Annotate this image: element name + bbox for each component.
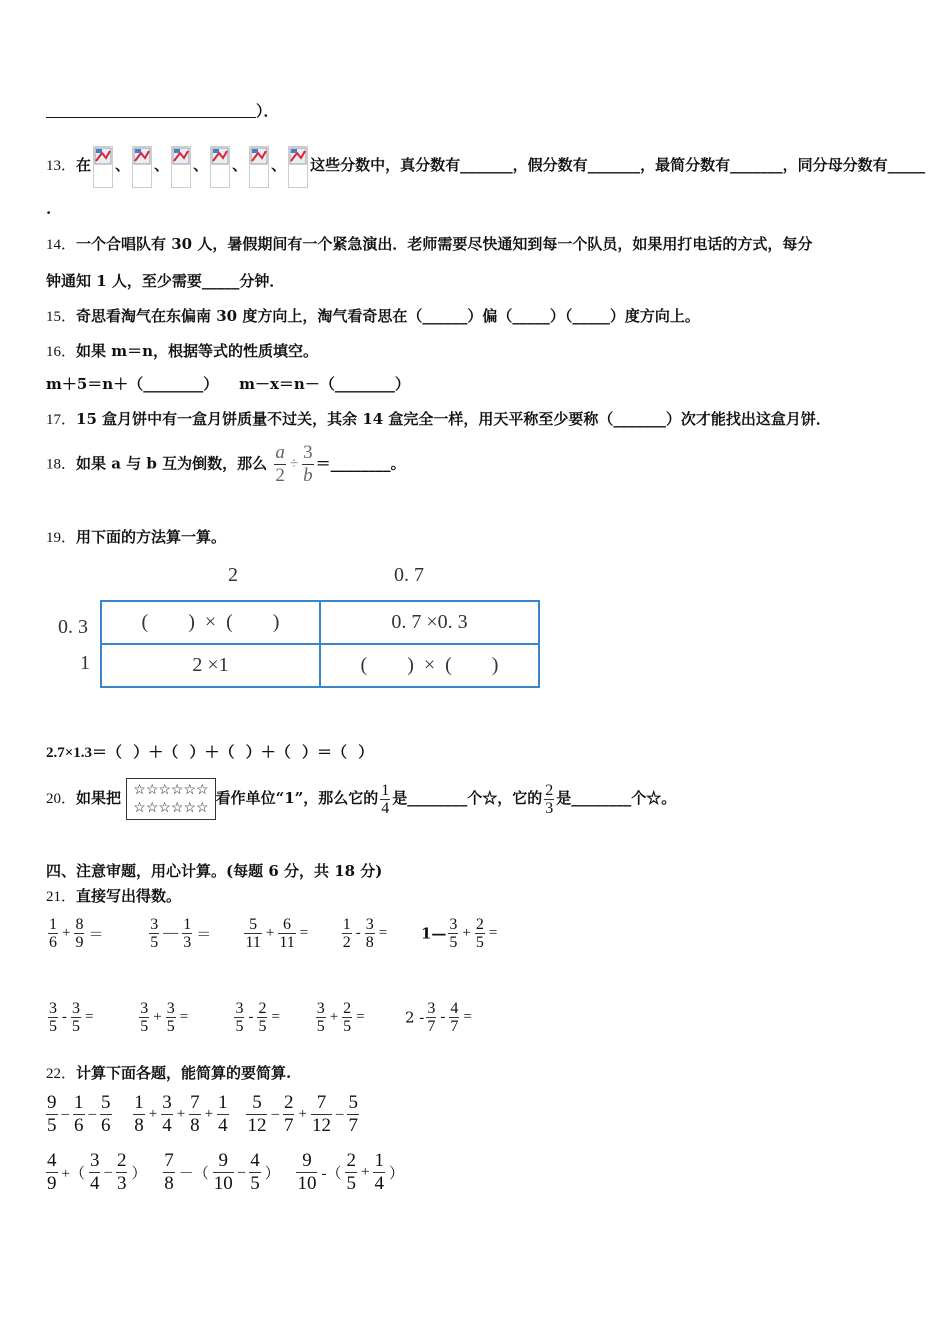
equals-sign: = [463,1009,472,1025]
q16-number: 16． [46,344,77,360]
numerator: 3 [303,442,313,463]
denominator: 7 [450,1018,459,1035]
q22-row2 [44,1150,406,1195]
denominator: 7 [427,1018,436,1035]
operator: +（ [61,1166,85,1182]
fraction [475,916,485,951]
operator: - [248,1009,254,1025]
denominator: 6 [74,1115,84,1136]
q13-sep: 、 [193,156,209,174]
grid-table [100,600,540,688]
q15 [46,305,700,326]
row-header-0.3: 0. 3 [58,616,88,638]
numerator: 3 [89,1150,100,1171]
numerator: 5 [252,1092,262,1113]
q21-expr [147,916,237,951]
numerator: 2 [346,1150,356,1171]
fraction [149,916,159,951]
fraction [249,1150,261,1195]
numerator: 3 [449,916,458,933]
q21-expr [242,916,334,951]
numerator: 5 [249,916,258,933]
grid-cell: ( ) × ( ) [320,644,539,687]
numerator: a [275,442,285,463]
column-header-2: 2 [228,564,238,586]
q21 [46,885,181,906]
fraction [116,1150,128,1195]
numerator: 2 [258,1000,267,1017]
fraction [342,916,352,951]
answer-blank: _____ [887,156,926,174]
numerator: 1 [374,1150,384,1171]
q22-expr-5 [161,1150,289,1195]
q13-tail [46,200,51,218]
numerator: 3 [235,1000,244,1017]
column-header-0.7: 0. 7 [394,564,424,586]
row-header-1: 1 [80,652,90,674]
q18-number: 18． [46,456,77,473]
q22 [46,1062,291,1083]
fraction [234,1000,244,1035]
fraction [426,1000,436,1035]
q13-number: 13． [46,158,77,174]
operator: + [360,1164,370,1180]
grid-cell: ( ) × ( ) [101,601,320,644]
numerator: 3 [150,916,159,933]
operator: – [271,1106,279,1122]
q21-expr [405,1000,474,1035]
section-title: 四、注意审题，用心计算。(每题 6 分，共 18 分) [46,862,383,880]
fraction [278,916,295,951]
numerator: 3 [140,1000,149,1017]
numerator: 7 [164,1150,174,1171]
q13-pre: 在 [76,156,92,174]
q21-text: 直接写出得数。 [76,887,182,905]
denominator: 6 [101,1115,111,1136]
multiplication-grid [52,560,552,710]
q13-sep: 、 [232,156,248,174]
broken-image-icon [93,146,113,188]
fraction [73,1092,85,1137]
grid-cell: 0. 7 ×0. 3 [320,601,539,644]
q14-line1 [46,233,812,254]
operator: – [61,1106,69,1122]
equals-sign: = [356,1009,365,1025]
numerator: 2 [283,1092,294,1113]
operator: + [148,1106,158,1122]
broken-image-icon [132,146,152,188]
operator: – [335,1106,344,1122]
denominator: 7 [348,1115,358,1136]
fraction [46,1150,58,1195]
q14-line2 [46,270,284,291]
numerator: 3 [49,1000,57,1017]
q15-number: 15． [46,309,77,325]
operator: - [355,925,361,941]
numerator: 9 [302,1150,312,1171]
star-box [126,778,215,820]
q12-tail [46,100,279,121]
q17 [46,408,831,429]
q20 [46,778,676,820]
q20-text-2: 看作单位“1”，那么它的 [215,789,379,807]
operator: + [265,925,275,941]
fraction [139,1000,149,1035]
fraction [365,916,375,951]
fraction [217,1092,229,1137]
broken-image-icon [288,146,308,188]
q22-expr-4 [44,1150,156,1195]
denominator: 4 [89,1173,100,1194]
denominator: 11 [279,934,295,951]
q13-text-3: ，最简分数有 [640,156,731,174]
denominator: 3 [545,799,554,817]
denominator: 5 [346,1173,356,1194]
numerator: 1 [183,916,192,933]
numerator: 4 [450,1000,459,1017]
denominator: 8 [190,1115,200,1136]
equals-sign: ＝ [196,927,212,943]
q13-text-1: 这些分数中，真分数有 [310,156,461,174]
operator: — [163,925,179,941]
operator: - [62,1009,67,1025]
fraction [48,916,58,951]
q20-text-4: 是________个☆。 [556,789,677,807]
q14-text: 一个合唱队有 30 人，暑假期间有一个紧急演出．老师需要尽快通知到每一个队员，如果用打电话的方式，每分 [76,235,813,253]
numerator: 1 [218,1092,228,1113]
equals-sign: = [179,1009,189,1025]
equals-sign: = [299,925,309,941]
denominator: 8 [134,1115,144,1136]
denominator: 5 [316,1018,325,1035]
q19 [46,526,226,547]
operator: - [440,1009,446,1025]
denominator: 5 [49,1018,57,1035]
fraction [449,1000,459,1035]
denominator: 7 [283,1115,294,1136]
numerator: 1 [134,1092,144,1113]
q18-fraction-2 [302,442,314,487]
q21-row2 [46,1000,474,1035]
q13-sep: 、 [154,156,170,174]
denominator: 5 [47,1115,57,1136]
denominator: 4 [381,799,390,817]
operator: + [204,1106,214,1122]
q19-text: 用下面的方法算一算。 [76,528,227,546]
denominator: 4 [374,1173,384,1194]
operator: + [62,925,71,941]
denominator: 8 [365,934,374,951]
numerator: 3 [166,1000,175,1017]
denominator: 5 [258,1018,267,1035]
denominator: 12 [247,1115,267,1136]
fraction [161,1092,173,1137]
whole-number: 1— [420,924,447,943]
denominator: 9 [47,1173,57,1194]
fraction [244,916,261,951]
denominator: 10 [213,1173,233,1194]
q22-row1 [44,1092,361,1137]
fraction [246,1092,267,1137]
equals-sign: ＝ [88,927,104,943]
numerator: 5 [101,1092,111,1113]
q13-tail-dot: . [46,200,52,218]
star-row: ☆☆☆☆☆☆ [133,782,209,798]
numerator: 4 [47,1150,57,1171]
fraction [182,916,192,951]
denominator: 9 [75,934,84,951]
operator: + [329,1009,339,1025]
q16-text: 如果 m＝n，根据等式的性质填空。 [76,342,319,360]
numerator: 3 [427,1000,436,1017]
fraction [296,1150,317,1195]
operator: – [237,1164,246,1180]
fraction [373,1150,385,1195]
q21-expr [46,916,142,951]
q20-text-3: 是________个☆，它的 [392,789,543,807]
denominator: 11 [245,934,261,951]
q18-fraction-1 [274,442,286,487]
denominator: 5 [166,1018,175,1035]
fraction [257,1000,267,1035]
q20-fraction-2 [544,782,554,817]
operator: + [176,1106,186,1122]
fraction [345,1150,357,1195]
denominator: 5 [72,1018,80,1035]
star-row: ☆☆☆☆☆☆ [133,800,209,816]
close-paren: ） [388,1166,404,1182]
numerator: 1 [49,916,57,933]
q16 [46,340,318,361]
numerator: 1 [74,1092,84,1113]
q21-expr [232,1000,308,1035]
q21-expr [46,1000,132,1035]
numerator: 3 [316,1000,325,1017]
fraction [89,1150,101,1195]
grid-cell: 2 ×1 [101,644,320,687]
q13-text-4: ，同分母分数有 [782,156,888,174]
q18-text: 如果 a 与 b 互为倒数，那么 [76,454,268,473]
answer-blank [46,117,256,118]
fraction [189,1092,201,1137]
equals-sign: = [488,925,498,941]
answer-blank: _______ [460,156,513,174]
fraction [163,1150,175,1195]
q13 [46,146,925,188]
denominator: 2 [275,465,285,486]
denominator: 5 [449,934,458,951]
operator: + [153,1009,162,1025]
fraction [46,1092,58,1137]
q20-number: 20． [46,791,77,807]
fraction [74,916,84,951]
numerator: 9 [218,1150,228,1171]
fraction [100,1092,112,1137]
numerator: 1 [381,781,390,799]
q17-number: 17． [46,412,77,428]
equals-sign: = [271,1009,280,1025]
q12-tail-text: ）． [256,102,279,120]
denominator: 10 [297,1173,317,1194]
fraction [342,1000,352,1035]
q20-fraction-1 [380,782,390,817]
broken-image-icon [171,146,191,188]
denominator: 3 [116,1173,127,1194]
operator: + [298,1106,307,1122]
q19-equation [46,741,373,762]
q21-expr [421,916,499,951]
q21-expr [137,1000,227,1035]
q22-expr-1 [44,1092,126,1137]
answer-blank: _______ [587,156,641,174]
numerator: 4 [250,1150,260,1171]
fraction [448,916,458,951]
denominator: 2 [342,934,351,951]
q22-text: 计算下面各题，能简算的要简算. [76,1064,292,1082]
q13-sep: 、 [115,156,131,174]
q20-text-1: 如果把 [76,789,122,807]
q15-text: 奇思看淘气在东偏南 30 度方向上，淘气看奇思在（______）偏（_____）（_____）度方向上。 [76,307,700,325]
whole-number: 2 - [404,1008,425,1027]
q19-number: 19． [46,530,77,546]
numerator: 2 [116,1150,127,1171]
denominator: 4 [162,1115,172,1136]
q21-row1 [46,916,499,951]
q18-answer: ＝________。 [315,454,406,473]
operator: – [104,1164,112,1180]
numerator: 6 [283,916,292,933]
q13-text-2: ，假分数有 [512,156,588,174]
numerator: 3 [365,916,374,933]
section-4-heading [46,860,382,881]
operator: – [88,1106,96,1122]
denominator: b [303,465,313,486]
denominator: 6 [49,934,57,951]
denominator: 5 [250,1173,260,1194]
numerator: 1 [342,916,351,933]
numerator: 3 [162,1092,172,1113]
numerator: 7 [190,1092,200,1113]
close-paren: ） [264,1166,280,1182]
q21-expr [314,1000,400,1035]
denominator: 5 [343,1018,352,1035]
denominator: 5 [150,934,159,951]
q16-line2 [46,373,410,394]
close-paren: ） [131,1166,147,1182]
answer-blank: _______ [730,156,783,174]
fraction [133,1092,145,1137]
denominator: 12 [311,1115,331,1136]
numerator: 2 [343,1000,352,1017]
q14-number: 14． [46,237,77,253]
q22-expr-6 [294,1150,405,1195]
numerator: 2 [545,781,554,799]
operator: －（ [178,1166,209,1182]
operator: -（ [321,1166,342,1182]
operator: + [462,925,471,941]
denominator: 3 [183,934,192,951]
q19-equation-text: 2.7×1.3＝（ ）＋（ ）＋（ ）＋（ ）＝（ ） [46,745,374,761]
q22-number: 22． [46,1066,77,1082]
q21-expr [340,916,416,951]
broken-image-icon [210,146,230,188]
fraction [213,1150,234,1195]
numerator: 3 [72,1000,80,1017]
fraction [311,1092,332,1137]
equals-sign: = [85,1009,94,1025]
q17-text: 15 盒月饼中有一盒月饼质量不过关，其余 14 盒完全一样，用天平称至少要称（_______）次才能找出这盒月饼． [76,410,831,428]
denominator: 4 [218,1115,228,1136]
numerator: 2 [475,916,484,933]
q22-expr-3 [244,1092,360,1137]
fraction [347,1092,359,1137]
fraction [166,1000,176,1035]
denominator: 5 [475,934,484,951]
q18 [46,442,406,487]
divide-sign: ÷ [289,456,299,472]
q13-sep: 、 [271,156,287,174]
fraction [71,1000,81,1035]
broken-image-icon [249,146,269,188]
numerator: 7 [316,1092,327,1113]
denominator: 5 [235,1018,244,1035]
numerator: 5 [348,1092,358,1113]
equals-sign: = [378,925,388,941]
q14-text-2: 钟通知 1 人，至少需要_____分钟． [46,272,285,290]
fraction [316,1000,326,1035]
q21-number: 21． [46,889,77,905]
numerator: 9 [47,1092,57,1113]
fraction [283,1092,295,1137]
q22-expr-2 [131,1092,239,1137]
fraction [48,1000,58,1035]
denominator: 8 [164,1173,174,1194]
denominator: 5 [140,1018,149,1035]
q16-equations: m＋5＝n＋（________） m－x＝n－（________） [46,375,410,393]
numerator: 8 [75,916,84,933]
